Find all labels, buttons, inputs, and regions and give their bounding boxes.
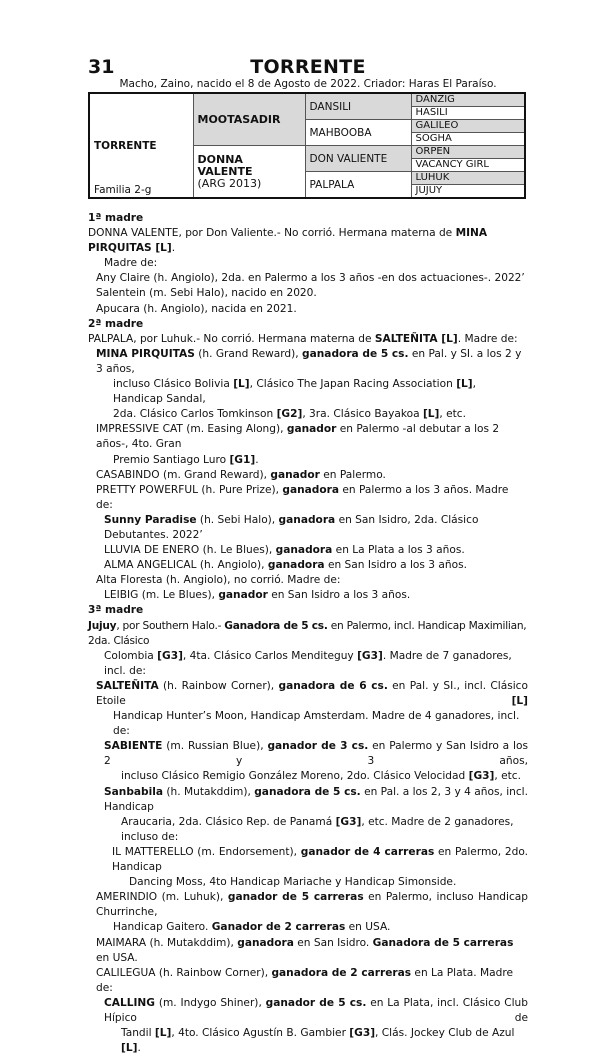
text-run: . Madre de 7 ganadores, incl. de: xyxy=(104,649,512,677)
pedigree-sire: MOOTASADIR xyxy=(193,93,305,146)
second-dam-intro xyxy=(88,332,528,347)
text-run: Tandil xyxy=(121,1027,155,1040)
text-run: (h. Sebi Halo), xyxy=(196,513,279,526)
pedigree-dam-sire: DON VALIENTE xyxy=(305,146,411,172)
produce-line xyxy=(88,679,528,709)
text-run: (h. Rainbow Corner), xyxy=(158,679,279,692)
text-run: . Madre de: xyxy=(457,332,518,345)
pedigree-horse xyxy=(89,93,193,198)
text-run: en La Plata. Madre de: xyxy=(96,966,513,994)
pedigree-family: Familia 2-g xyxy=(94,184,152,196)
bold-text: Ganador de 2 carreras xyxy=(211,921,346,934)
text-run: (h. Mutakddim), xyxy=(163,785,255,798)
text-run: . xyxy=(171,242,176,255)
produce-record xyxy=(88,211,528,1056)
pedigree-gen3: VACANCY GIRL xyxy=(411,159,525,172)
pedigree-dam-name: DONNA VALENTE xyxy=(197,152,253,178)
text-run: PRETTY POWERFUL (h. Pure Prize), xyxy=(96,483,283,496)
text-run: en San Isidro a los 3 años. xyxy=(324,559,467,572)
produce-line-cont xyxy=(88,407,528,422)
bold-text: [G2] xyxy=(276,408,303,421)
text-run: en La Plata, incl. Clásico Club Hípico de xyxy=(104,996,528,1024)
text-run: DONNA VALENTE, por Don Valiente.- No corrió. Hermana materna de xyxy=(88,227,456,240)
produce-line xyxy=(88,966,528,996)
bold-text: [G1] xyxy=(229,453,256,466)
bold-text: ganador xyxy=(286,423,337,436)
text-run: LEIBIG (m. Le Blues), xyxy=(104,589,219,602)
produce-line xyxy=(88,558,528,573)
bold-text: [L] xyxy=(456,378,473,391)
text-run: , etc. xyxy=(439,408,467,421)
bold-text: Ganadora de 5 carreras xyxy=(372,936,514,949)
bold-text: ganadora de 5 cs. xyxy=(254,785,361,798)
text-run: , 4to. Clásico Agustín B. Gambier xyxy=(171,1027,350,1040)
bold-text: ganador de 5 carreras xyxy=(227,891,364,904)
produce-line: Apucara (h. Angiolo), nacida en 2021. xyxy=(96,302,297,315)
produce-line xyxy=(88,588,528,603)
bold-text: ganador de 5 cs. xyxy=(265,996,367,1009)
text-run: en USA. xyxy=(96,951,138,964)
text-run: Handicap Gaitero. xyxy=(113,921,212,934)
pedigree-gen3: SOGHA xyxy=(411,133,525,146)
produce-line: Any Claire (h. Angiolo), 2da. en Palermo a los 3 años -en dos actuaciones-. 2022’ xyxy=(96,272,525,285)
text-run: incluso Clásico Bolivia xyxy=(113,378,234,391)
produce-line xyxy=(88,936,528,966)
section-heading-3: 3ª madre xyxy=(88,604,144,617)
bold-text: ganadora xyxy=(278,513,336,526)
pedigree-dam xyxy=(193,146,305,199)
bold-text: Ganadora de 5 cs. xyxy=(224,619,328,632)
text-run: en San Isidro. xyxy=(293,936,373,949)
text-run: en San Isidro, 2da. Clásico Debutantes. 2022’ xyxy=(104,513,479,541)
produce-line-cont xyxy=(88,920,528,935)
produce-line xyxy=(88,890,528,920)
third-dam-intro-cont xyxy=(88,649,528,679)
text-run: , Handicap Sandal, xyxy=(113,378,477,406)
pedigree-table xyxy=(88,92,526,199)
produce-line: Salentein (m. Sebi Halo), nacido en 2020. xyxy=(96,287,317,300)
produce-line-cont xyxy=(88,377,528,407)
text-run: , etc. xyxy=(494,770,521,783)
bold-text: [L] xyxy=(422,408,440,421)
bold-text: ganadora de 6 cs. xyxy=(278,679,388,692)
text-run: IMPRESSIVE CAT (m. Easing Along), xyxy=(96,423,287,436)
text-run: en USA. xyxy=(345,921,391,934)
bold-text: [G3] xyxy=(468,770,495,783)
text-run: en Palermo y San Isidro a los 2 y 3 años, xyxy=(104,740,528,768)
text-run: IL MATTERELLO (m. Endorsement), xyxy=(112,845,301,858)
bold-text: CALLING xyxy=(104,996,155,1009)
text-run: en Pal. y SI., incl. Clásico Etoile xyxy=(96,679,528,707)
bold-text: [G3] xyxy=(335,815,362,828)
produce-line-cont: Dancing Moss, 4to Handicap Mariache y Handicap Simonside. xyxy=(129,876,457,889)
pedigree-dam-dam: PALPALA xyxy=(305,172,411,199)
pedigree-gen3: LUHUK xyxy=(411,172,525,185)
horse-name-title: TORRENTE xyxy=(250,56,366,78)
text-run: MAIMARA (h. Mutakddim), xyxy=(96,936,238,949)
bold-text: ganador xyxy=(270,468,320,481)
page-header xyxy=(88,56,528,80)
text-run: . xyxy=(255,453,259,466)
text-run: en Pal. y SI. a los 2 y 3 años, xyxy=(96,347,522,375)
produce-line xyxy=(88,513,528,543)
section-heading-1: 1ª madre xyxy=(88,212,144,224)
bold-text: ganadora xyxy=(267,559,325,572)
pedigree-horse-name: TORRENTE xyxy=(94,139,157,152)
produce-line-cont xyxy=(88,815,528,845)
text-run: Premio Santiago Luro xyxy=(113,453,230,466)
text-run: , 4ta. Clásico Carlos Menditeguy xyxy=(182,649,358,662)
pedigree-sire-dam: MAHBOOBA xyxy=(305,120,411,146)
bold-text: ganador de 3 cs. xyxy=(267,740,369,753)
bold-text: [G3] xyxy=(357,649,383,662)
bold-text: SABIENTE xyxy=(104,740,163,753)
bold-text: ganador xyxy=(218,589,268,602)
bold-text: Sanbabila xyxy=(104,785,164,798)
pedigree-gen3: JUJUY xyxy=(411,185,525,199)
text-run: en Palermo a los 3 años. Madre de: xyxy=(96,483,509,511)
text-run: , Clás. Jockey Club de Azul xyxy=(375,1027,515,1040)
bold-text: ganadora xyxy=(237,936,294,949)
horse-subtitle: Macho, Zaino, nacido el 8 de Agosto de 2022. Criador: Haras El Paraíso. xyxy=(119,78,497,90)
text-run: , Clásico The Japan Racing Association xyxy=(249,378,457,391)
produce-line xyxy=(88,845,528,875)
bold-text: SALTEÑITA xyxy=(96,679,159,692)
pedigree-gen3: HASILI xyxy=(411,107,525,120)
bold-text: ganadora de 2 carreras xyxy=(271,966,412,979)
first-dam-intro xyxy=(88,226,528,256)
text-run: en San Isidro a los 3 años. xyxy=(267,589,411,602)
produce-line-cont xyxy=(88,453,528,468)
text-run: en Palermo. xyxy=(319,468,386,481)
text-run: LLUVIA DE ENERO (h. Le Blues), xyxy=(104,544,276,557)
produce-line xyxy=(88,347,528,377)
produce-line xyxy=(88,483,528,513)
produce-line-cont xyxy=(88,1026,528,1056)
bold-text: [L] xyxy=(154,1027,172,1040)
produce-line xyxy=(88,543,528,558)
text-run: , por Southern Halo.- xyxy=(116,619,225,632)
text-run: , 3ra. Clásico Bayakoa xyxy=(302,408,423,421)
text-run: . xyxy=(137,1042,141,1055)
bold-text: MINA PIRQUITAS [L] xyxy=(88,227,488,255)
text-run: CASABINDO (m. Grand Reward), xyxy=(96,468,271,481)
text-run: en Palermo, 2do. Handicap xyxy=(112,845,528,874)
text-run: en Pal. a los 2, 3 y 4 años, incl. Handicap xyxy=(104,785,528,813)
text-run: Araucaria, 2da. Clásico Rep. de Panamá xyxy=(121,815,336,828)
produce-line: Alta Floresta (h. Angiolo), no corrió. Madre de: xyxy=(96,574,341,587)
text-run: (h. Grand Reward), xyxy=(194,347,303,360)
bold-text: MINA PIRQUITAS xyxy=(96,347,195,360)
text-run: incluso Clásico Remigio González Moreno, 2do. Clásico Velocidad xyxy=(121,770,469,783)
produce-line xyxy=(88,785,528,815)
text-run: en Palermo, incluso Handicap Churrinche, xyxy=(96,891,528,919)
bold-text: [L] xyxy=(511,695,528,707)
bold-text: [G3] xyxy=(157,649,183,662)
text-run: CALILEGUA (h. Rainbow Corner), xyxy=(96,966,272,979)
pedigree-gen3: GALILEO xyxy=(411,120,525,133)
bold-text: [L] xyxy=(233,378,250,391)
bold-text: [G3] xyxy=(349,1027,376,1040)
pedigree-dam-note: (ARG 2013) xyxy=(197,176,262,190)
bold-text: [L] xyxy=(121,1042,138,1055)
produce-line xyxy=(88,739,528,769)
produce-line xyxy=(88,422,528,452)
pedigree-gen3: DANZIG xyxy=(411,93,525,107)
text-run: Colombia xyxy=(104,649,158,662)
section-heading-2: 2ª madre xyxy=(88,317,144,330)
text-run: AMERINDIO (m. Luhuk), xyxy=(96,891,228,904)
bold-text: SALTEÑITA [L] xyxy=(374,332,458,345)
bold-text: ganador de 4 carreras xyxy=(300,845,435,858)
text-run: en Palermo -al debutar a los 2 años-, 4to. Gran xyxy=(96,423,500,451)
produce-line-cont: Handicap Hunter’s Moon, Handicap Amsterdam. Madre de 4 ganadores, incl. de: xyxy=(113,710,520,738)
produce-line xyxy=(88,468,528,483)
lot-number: 31 xyxy=(88,56,115,78)
text-run: (m. Indygo Shiner), xyxy=(154,996,266,1009)
bold-text: Sunny Paradise xyxy=(104,513,197,526)
pedigree-sire-sire: DANSILI xyxy=(305,93,411,120)
bold-text: ganadora de 5 cs. xyxy=(302,347,409,360)
third-dam-intro xyxy=(88,619,528,649)
text-run: PALPALA, por Luhuk.- No corrió. Hermana materna de xyxy=(88,332,375,345)
pedigree-gen3: ORPEN xyxy=(411,146,525,159)
text-run: 2da. Clásico Carlos Tomkinson xyxy=(113,408,277,421)
produce-line-cont xyxy=(88,769,528,784)
text-run: , etc. Madre de 2 ganadores, incluso de: xyxy=(121,815,514,843)
bold-text: ganadora xyxy=(275,544,333,557)
first-dam-intro-cont: Madre de: xyxy=(104,257,158,270)
text-run: (m. Russian Blue), xyxy=(162,740,268,753)
text-run: ALMA ANGELICAL (h. Angiolo), xyxy=(104,559,268,572)
text-run: en Palermo, incl. Handicap Maximilian, 2da. Clásico xyxy=(88,619,527,647)
bold-text: Jujuy xyxy=(88,619,117,632)
text-run: en La Plata a los 3 años. xyxy=(332,544,465,557)
bold-text: ganadora xyxy=(282,483,340,496)
produce-line xyxy=(88,996,528,1026)
